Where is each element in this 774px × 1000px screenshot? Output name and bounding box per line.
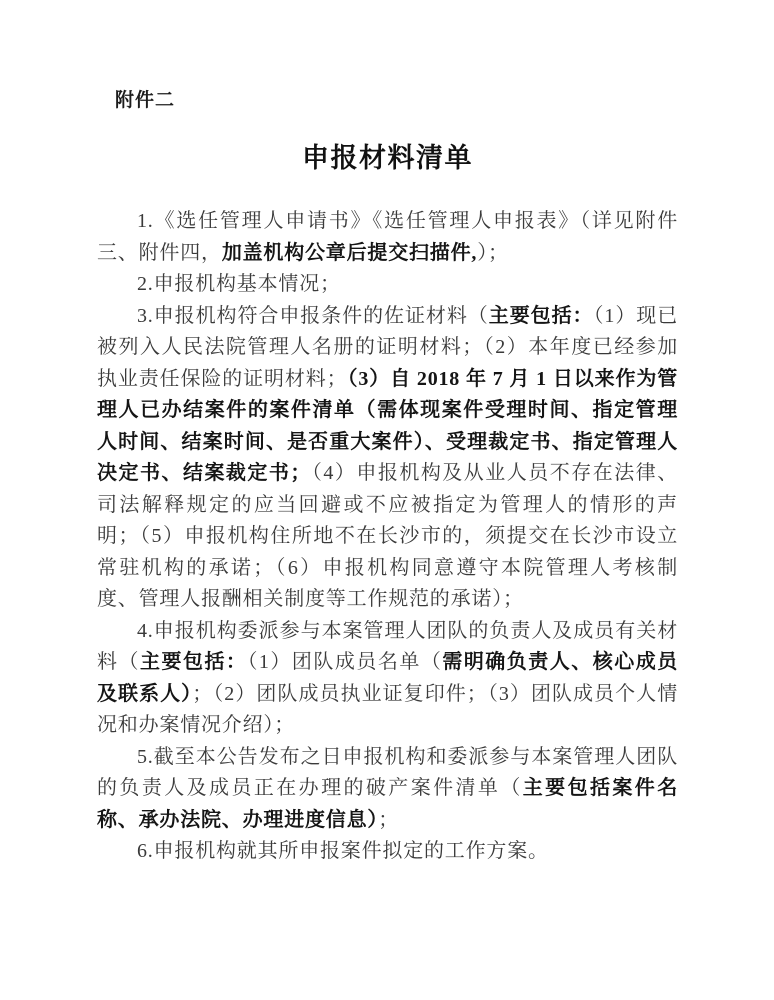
list-item-3 bbox=[97, 301, 678, 616]
text-run: 5.截至本公告发布之日申报机构和委派参与本案管理人团队的负责人及成员正在办理的破产案件清单（ bbox=[97, 745, 678, 799]
list-item-6 bbox=[97, 836, 678, 868]
text-run: ； bbox=[378, 808, 400, 831]
text-run: 主要包括： bbox=[139, 651, 248, 673]
text-run: （3）自 2018 年 7 月 1 日以来作为管理人已办结案件的案件清单（需体现案件受理时间、指定管理人时间、结案时间、是否重大案件）、受理裁定书、指定管理人决定书、结案裁定书； bbox=[97, 367, 678, 484]
text-run: （1）现已被列入人民法院管理人名册的证明材料；（2）本年度已经参加执业责任保险的证明材料； bbox=[97, 304, 679, 390]
list-item-1 bbox=[97, 206, 678, 269]
list-item-5 bbox=[97, 742, 678, 837]
text-run: 需明确负责人、核心成员及联系人） bbox=[97, 651, 679, 705]
text-run: 2.申报机构基本情况； bbox=[137, 273, 341, 295]
text-run: 6.申报机构就其所申报案件拟定的工作方案。 bbox=[137, 840, 549, 862]
text-run: 主要包括案件名称、承办法院、办理进度信息） bbox=[97, 777, 678, 831]
page-title: 申报材料清单 bbox=[302, 143, 473, 173]
text-run: 加盖机构公章后提交扫描件, bbox=[221, 241, 478, 264]
text-run: 4.申报机构委派参与本案管理人团队的负责人及成员有关材料（ bbox=[97, 619, 678, 673]
text-run: 1.《选任管理人申请书》《选任管理人申报表》（详见附件三、附件四， bbox=[97, 210, 678, 264]
text-run: ）； bbox=[477, 241, 509, 264]
document-body bbox=[97, 206, 678, 868]
text-run: （4）申报机构及从业人员不存在法律、司法解释规定的应当回避或不应被指定为管理人的情形的声明；（5）申报机构住所地不在长沙市的，须提交在长沙市设立常驻机构的承诺；（6）申报机构同意遵守本院管理人考核制度、管理人报酬相关制度等工作规范的承诺）； bbox=[97, 462, 678, 610]
list-item-4 bbox=[97, 616, 678, 742]
list-item-2 bbox=[97, 269, 678, 301]
attachment-label: 附件二 bbox=[115, 90, 176, 111]
text-run: ；（2）团队成员执业证复印件；（3）团队成员个人情况和办案情况介绍）； bbox=[97, 682, 679, 736]
text-run: （1）团队成员名单（ bbox=[247, 651, 443, 673]
text-run: 主要包括： bbox=[488, 304, 594, 327]
text-run: 3.申报机构符合申报条件的佐证材料（ bbox=[137, 304, 489, 327]
